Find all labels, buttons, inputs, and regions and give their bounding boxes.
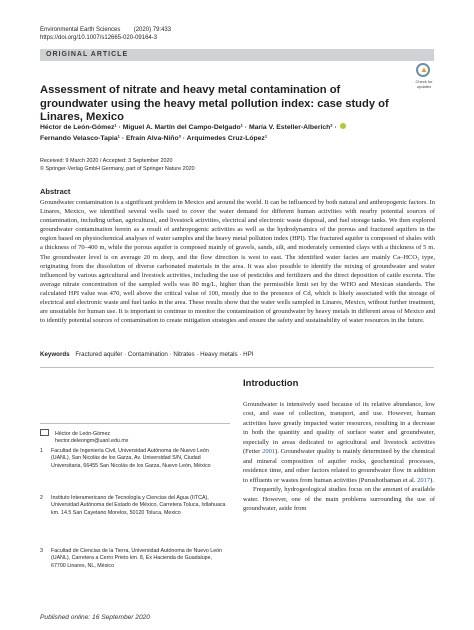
journal-name: Environmental Earth Sciences (2020) 79:433 [40, 27, 172, 33]
corresponding-author: Héctor de León-Gómez [40, 429, 230, 438]
received-accepted: Received: 9 March 2020 / Accepted: 3 September 2020 [40, 158, 173, 164]
corresponding-email[interactable]: hector.deleongm@uanl.edu.mx [55, 438, 129, 445]
affiliation-1 [40, 448, 230, 490]
orcid-icon[interactable] [340, 123, 346, 129]
keywords [40, 351, 435, 358]
keywords-label: Keywords [40, 351, 70, 358]
intro-paragraph-2: Frequently, hydrogeological studies focus on the amount of available water. However, one of the main problems surrounding the use of groundwater, aside from [243, 486, 435, 512]
affiliation-3 [40, 548, 230, 582]
article-type-banner [40, 49, 434, 61]
introduction-heading: Introduction [243, 378, 299, 389]
bookmark-icon: ▲ [420, 65, 428, 74]
doi-link[interactable]: https://doi.org/10.1007/s12665-020-09164-3 [40, 35, 158, 41]
check-for-updates-badge[interactable] [413, 63, 435, 91]
keywords-list: Fractured aquifer · Contamination · Nitrates · Heavy metals · HPI [75, 351, 254, 358]
footnote-divider [40, 423, 230, 424]
affiliation-text: Facultad de Ingeniería Civil, Universidad Autónoma de Nuevo León (UANL), San Nicolás de los Garza, Av. Universidad S/N, Ciudad Universitaria, 66455 San Nicolás de los Garza, Nuevo León, México [51, 448, 211, 469]
author-list [40, 123, 435, 144]
envelope-icon [40, 429, 49, 436]
intro-paragraph-1: Groundwater is intensively used because of its relative abundance, low cost, and ease of collection, transport, and use. However, human activities have greatly impacted water resources, resulting in a decrease in both the quantity and quality of surface water and groundwater, especially in areas dedicated to agricultural and livestock activities (Fetter 2001). Groundwater quality is mainly determined by the chemical and mineral composition of aquifer rocks, geochemical processes, residence time, and other factors related to groundwater flow in addition to effluents or wastes from human activities (Purushothaman et al. 2017). [243, 401, 435, 484]
affiliation-number: 2 [40, 495, 43, 501]
author-line-1: Héctor de León-Gómez¹ · Miguel A. Martín del Campo-Delgado¹ · María V. Esteller-Alberich² · [40, 123, 435, 134]
article-type-label: ORIGINAL ARTICLE [46, 51, 129, 58]
article-dates [40, 157, 435, 173]
citation-link[interactable]: 2001 [262, 448, 276, 456]
citation-link[interactable]: 2017 [417, 476, 431, 484]
published-online: Published online: 16 September 2020 [40, 614, 150, 621]
introduction-text [243, 400, 435, 513]
copyright-line: © Springer-Verlag GmbH Germany, part of Springer Nature 2020 [40, 166, 195, 172]
author-line-2: Fernando Velasco-Tapia¹ · Efraín Alva-Niño³ · Arquímedes Cruz-López¹ [40, 134, 268, 142]
article-title: Assessment of nitrate and heavy metal contamination of groundwater using the heavy metal pollution index: case study of Linares, Mexico [40, 84, 389, 123]
affiliation-number: 1 [40, 448, 43, 454]
journal-header [40, 26, 171, 42]
abstract-heading: Abstract [40, 187, 71, 196]
badge-label: Check for updates [415, 79, 433, 89]
affiliation-2 [40, 495, 230, 543]
affiliation-text: Instituto Interamericano de Tecnología y Ciencias del Agua (IITCA), Universidad Autónoma del Estado de México, Carretera Toluca, Ixtlahuaca km. 14.5 San Cayetano Morelos, 50120 Toluca, Mexico [51, 495, 226, 516]
abstract-text: Groundwater contamination is a significant problem in Mexico and around the world. It can be influenced by both natural and anthropogenic factors. In Linares, Mexico, we identified several wells used to cover the water demand for different human activities with nearby potential sources of contamination, including urban, agricultural, and livestock activities, electrical and electronic waste disposal, and fuel storage tanks. We then explored groundwater contamination herein as a result of anthropogenic activities as well as the hydrodynamics of the porous and fractured aquifers in the region based on physiochemical analyses of water samples and the heavy metal pollution index (HPI). The fractured aquifer is composed of shales with a thickness of 70–400 m, while the porous aquifer is composed mainly of gravels, sands, silt, and moderately cemented clays with a thickness of 5 m. The groundwater level is on average 20 m deep, and the flow direction is west to east. The identified water facies are mainly Ca–HCO₃ type, originating from the dissolution of diverse carbonated materials in the area. It was also possible to identify the mixing of groundwater and water influenced by various agricultural and livestock activities, including the use of pesticides and fertilizers and the direct deposition of cattle excreta. The average nitrate concentration of the sampled wells was 80 mg/L, higher than the permissible limit set by the WHO and Mexican standards. The calculated HPI value was 470, well above the critical value of 100, mostly due to the presence of Cd, which is likely associated with the storage of electrical and electronic waste and fuel tanks in the area. These results show that the water wells sampled in Linares, Mexico, without further treatment, are unsuitable for human use. It is important to continue to monitor the contamination of groundwater by heavy metals in different areas of Mexico and to identify potential sources of contamination to create mitigation strategies and ensure the safety and sustainability of water resources in the future. [40, 199, 435, 325]
correspondence [40, 429, 230, 446]
affiliation-number: 3 [40, 548, 43, 554]
section-divider [40, 367, 434, 368]
journal-volume: (2020) 79:433 [133, 27, 172, 33]
affiliation-text: Facultad de Ciencias de la Tierra, Universidad Autónoma de Nuevo León (UANL), Carretera a Cerro Prieto km. 8, Ex Hacienda de Guadalupe, 67700 Linares, NL, México [51, 548, 223, 569]
